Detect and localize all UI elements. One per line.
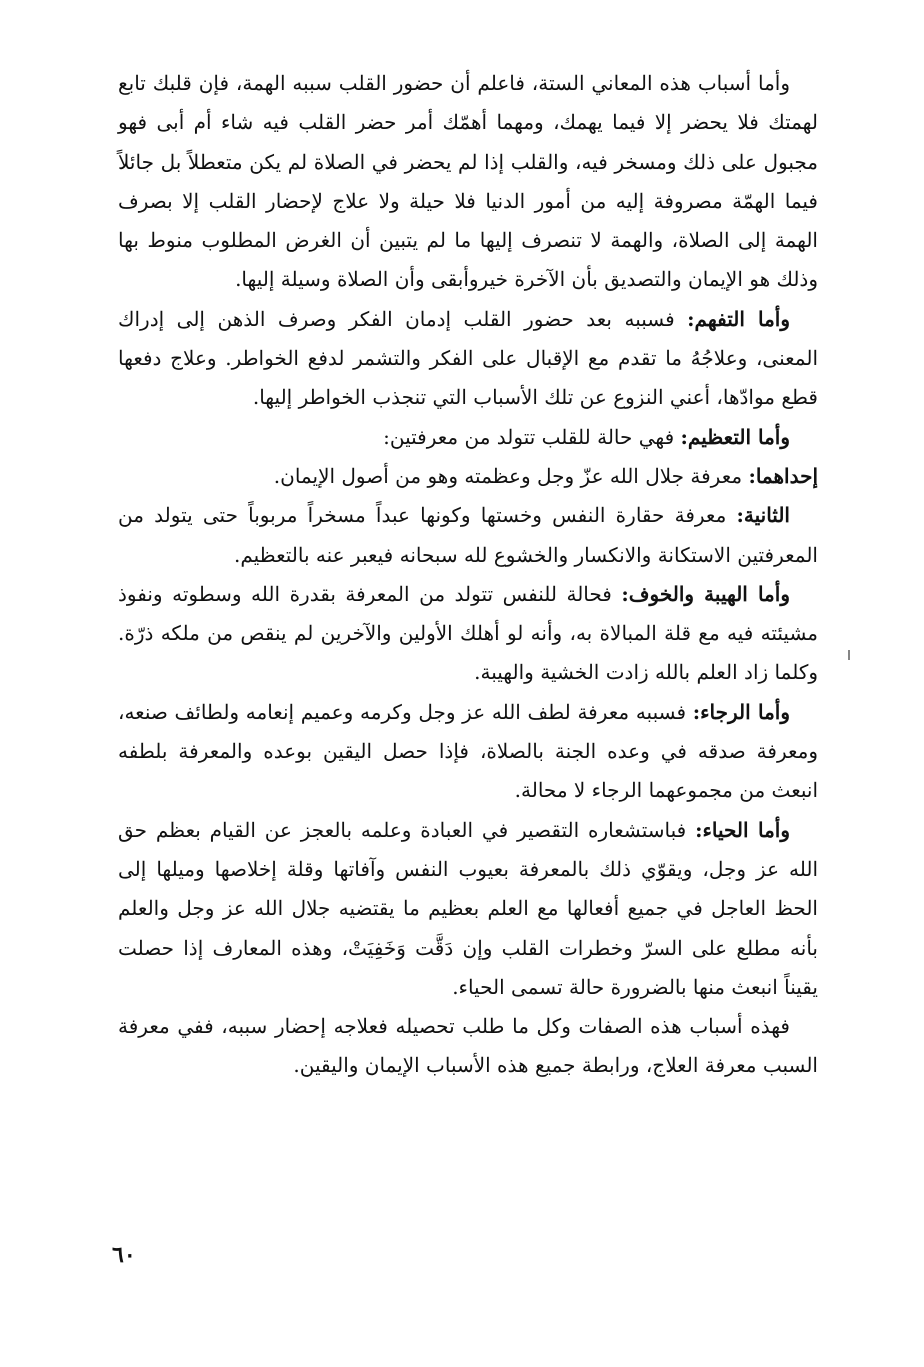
paragraph-text: فهذه أسباب هذه الصفات وكل ما طلب تحصيله فعلاجه إحضار سببه، ففي معرفة السبب معرفة العلاج، ورابطة جميع هذه الأسباب الإيمان واليقين. — [118, 1014, 818, 1078]
paragraph-lead: وأما الحياء: — [695, 817, 790, 842]
paragraph-lead: وأما التعظيم: — [680, 424, 790, 449]
paragraph-lead: وأما التفهم: — [687, 306, 791, 331]
paragraph-lead: وأما الرجاء: — [692, 699, 790, 724]
paragraph-text: فهي حالة للقلب تتولد من معرفتين: — [383, 424, 681, 449]
paragraph-conclusion — [118, 1007, 818, 1086]
paragraph-text: فباستشعاره التقصير في العبادة وعلمه بالعجز عن القيام بعظم حق الله عز وجل، ويقوّي ذلك بالمعرفة بعيوب النفس وآفاتها وقلة إخلاصها وميلها إلى الحظ العاجل في جميع أفعالها مع العلم بعظيم ما يقتضيه جلال الله عز وجل والعلم بأنه مطلع على السرّ وخطرات القلب وإن دَقَّت وَخَفِيَتْ، وهذه المعارف إذا حصلت يقيناً انبعث منها بالضرورة حالة تسمى الحياء. — [118, 817, 818, 999]
body-text — [118, 64, 818, 1086]
paragraph-lead: وأما الهيبة والخوف: — [621, 581, 790, 606]
paragraph-understanding — [118, 300, 818, 418]
paragraph-hope — [118, 693, 818, 811]
paragraph-text: معرفة حقارة النفس وخستها وكونها عبداً مسخراً مربوباً حتى يتولد من المعرفتين الاستكانة والانكسار والخشوع لله سبحانه فيعبر عنه بالتعظيم. — [118, 503, 818, 567]
page-number: ٦٠ — [112, 1242, 136, 1268]
paragraph-text: فسببه معرفة لطف الله عز وجل وكرمه وعميم إنعامه ولطائف صنعه، ومعرفة صدقه في وعده الجنة بالصلاة، فإذا حصل اليقين بوعده والمعرفة بلطفه انبعث من مجموعهما الرجاء لا محالة. — [118, 699, 818, 803]
paragraph-heart-presence — [118, 64, 818, 300]
paragraph-second-knowledge — [118, 496, 818, 575]
paragraph-text: فسببه بعد حضور القلب إدمان الفكر وصرف الذهن إلى إدراك المعنى، وعلاجُهُ ما تقدم مع الإقبال على الفكر والتشمر لدفع الخواطر. وعلاج دفعها قطع موادّها، أعني النزوع عن تلك الأسباب التي تنجذب الخواطر إليها. — [118, 306, 818, 410]
paragraph-awe-fear — [118, 575, 818, 693]
paragraph-modesty — [118, 811, 818, 1007]
paragraph-lead: إحداهما: — [748, 463, 818, 488]
paragraph-veneration — [118, 418, 818, 457]
paragraph-lead: الثانية: — [736, 503, 790, 528]
paragraph-text: وأما أسباب هذه المعاني الستة، فاعلم أن حضور القلب سببه الهمة، فإن قلبك تابع لهمتك فلا يحضر إلا فيما يهمك، ومهما أهمّك أمر حضر القلب فيه شاء أم أبى فهو مجبول على ذلك ومسخر فيه، والقلب إذا لم يحضر في الصلاة لم يكن متعطلاً بل جائلاً فيما الهمّة مصروفة إليه من أمور الدنيا فلا حيلة ولا علاج لإحضار القلب إلا بصرف الهمة إلى الصلاة، والهمة لا تنصرف إليها ما لم يتبين أن الغرض المطلوب منوط بها وذلك هو الإيمان والتصديق بأن الآخرة خيروأبقى وأن الصلاة وسيلة إليها. — [118, 71, 818, 292]
paragraph-text: معرفة جلال الله عزّ وجل وعظمته وهو من أصول الإيمان. — [273, 463, 749, 488]
paragraph-text: فحالة للنفس تتولد من المعرفة بقدرة الله وسطوته ونفوذ مشيئته فيه مع قلة المبالاة به، وأنه لو أهلك الأولين والآخرين لم ينقص من ملكه ذرّة. وكلما زاد العلم بالله زادت الخشية والهيبة. — [118, 581, 818, 685]
paragraph-first-knowledge — [118, 457, 818, 496]
margin-pencil-mark — [848, 650, 850, 660]
